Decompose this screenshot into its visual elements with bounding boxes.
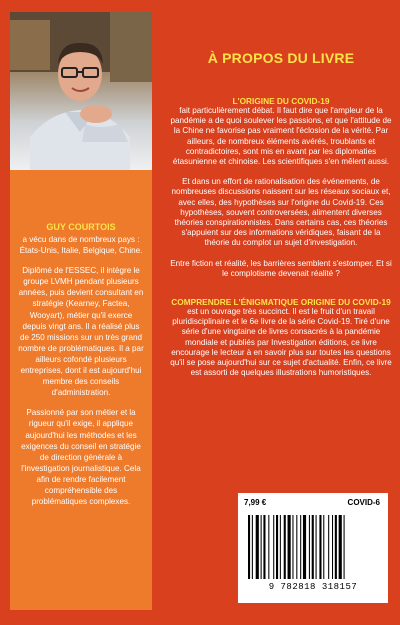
barcode-bar <box>323 515 324 579</box>
barcode-bar <box>252 515 253 579</box>
author-bio-paragraph: a vécu dans de nombreux pays : États-Unis, Italie, Belgique, Chine. <box>19 235 143 256</box>
section1-paragraph: Entre fiction et réalité, les barrières semblent s'estomper. Et si le complotisme devenait réalité ? <box>170 258 392 278</box>
barcode-bar <box>316 515 317 579</box>
section1-heading: L'ORIGINE DU COVID-19 <box>232 96 330 106</box>
author-name: GUY COURTOIS <box>46 222 116 232</box>
author-bio-paragraph: Diplômé de l'ESSEC, il intègre le groupe LVMH pendant plusieurs années, puis devient consultant en stratégie (Kearney, Factea, Wooyart), métier qu'il exerce depuis vingt ans. Il a réalisé plus de 250 missions sur un très grand nombre de problématiques. Il a par ailleurs cofondé plusieurs entreprises, dont il est aujourd'hui membre des conseils d'administration. <box>18 266 144 398</box>
barcode-bar <box>288 515 291 579</box>
series-code: COVID-6 <box>347 498 380 507</box>
author-portrait-illustration <box>10 12 152 170</box>
barcode-bar <box>296 515 297 579</box>
barcode-bar <box>303 515 306 579</box>
barcode-bar <box>339 515 342 579</box>
author-bio <box>18 234 144 516</box>
author-panel <box>10 12 152 610</box>
author-photo <box>10 12 152 170</box>
barcode-bar <box>300 515 301 579</box>
section2-paragraph: est un ouvrage très succinct. Il est le fruit d'un travail pluridisciplinaire et le 6e livre de la série Covid-19. Tiré d'une série d'une vingtaine de livres consacrés à la pandémie mondiale et publiés par Investigation éditions, ce livre encourage le lecteur à en savoir plus sur toutes les questions qu'il se pose aujourd'hui sur ce sujet d'actualité. Enfin, ce livre est assorti de quelques illustrations humoristiques. <box>170 307 392 378</box>
barcode-bar <box>276 515 278 579</box>
barcode-bar <box>256 515 259 579</box>
barcode-bar <box>312 515 314 579</box>
barcode-bar <box>292 515 293 579</box>
barcode-bar <box>280 515 281 579</box>
barcode-bar <box>332 515 333 579</box>
barcode-bar <box>328 515 329 579</box>
author-bio-paragraph: Passionné par son métier et la rigueur qu'il exige, il applique aujourd'hui les méthodes et les exigences du conseil en stratégie de direction générale à l'investigation journalistique. Cela afin de rendre facilement compréhensible des problématiques complexes. <box>21 408 141 507</box>
section1-paragraph: Et dans un effort de rationalisation des événements, de nombreuses discussions naissent sur les réseaux sociaux et, avec elles, des hypothèses sur l'origine du Covid-19. Ces hypothèses, souvent controversées, alimentent diverses théories conspirationnistes. Dans certains cas, ces théories s'appuient sur des informations véridiques, faisant de la théorie du complot un sujet d'investigation. <box>171 177 391 248</box>
barcode-bar <box>273 515 274 579</box>
barcode-bar <box>261 515 262 579</box>
barcode-bar <box>344 515 345 579</box>
barcode-bar <box>309 515 310 579</box>
barcode-bar <box>335 515 337 579</box>
barcode-bar <box>263 515 265 579</box>
barcode-bar <box>319 515 321 579</box>
barcode-area <box>238 493 388 603</box>
about-title: À PROPOS DU LIVRE <box>207 50 355 66</box>
about-book-section <box>170 50 392 388</box>
isbn-number: 9 782818 318157 <box>268 582 358 592</box>
barcode-graphic <box>248 515 378 579</box>
section1-paragraph: fait particulièrement débat. Il faut dire que l'ampleur de la pandémie a de quoi soulever les passions, et que l'attitude de la Chine ne favorise pas vraiment l'éclosion de la vérité. Par ailleurs, de nombreux éléments avérés, troublants et contradictoires, sont mis en avant par les diplomaties étasunienne et chinoise. Les scientifiques s'en mêlent aussi. <box>170 106 392 167</box>
section2-heading: COMPRENDRE L'ÉNIGMATIQUE ORIGINE DU COVID-19 <box>171 297 391 308</box>
price-label: 7,99 € <box>244 498 267 507</box>
barcode-bar <box>248 515 250 579</box>
barcode-bar <box>268 515 269 579</box>
barcode-bar <box>284 515 286 579</box>
